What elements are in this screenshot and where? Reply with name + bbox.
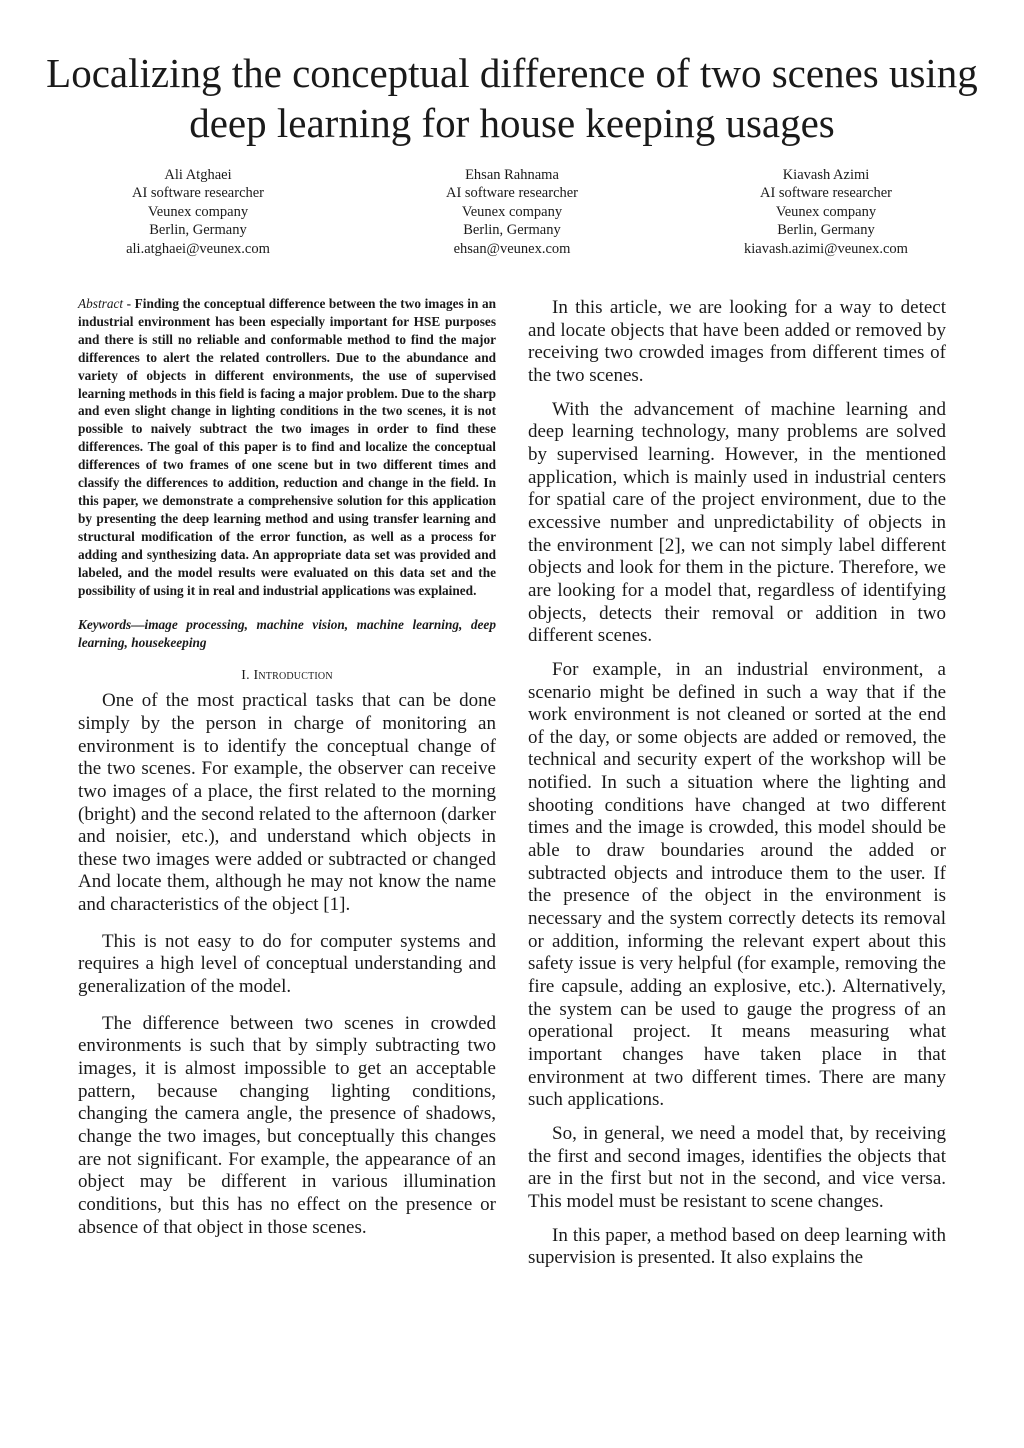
body-paragraph: The difference between two scenes in crowded environments is such that by simply subtracting two images, it is almost impossible to get an acceptable pattern, because changing lighting conditions, changing the camera angle, the presence of shadows, change the two images, but conceptually this changes are not significant. For example, the appearance of an object may be different in various illumination conditions, but this has no effect on the presence or absence of that object in those scenes. <box>78 1012 496 1238</box>
body-paragraph: For example, in an industrial environment, a scenario might be defined in such a way that if the work environment is not cleaned or sorted at the end of the day, or some objects are added or removed, the technical and security expert of the workshop will be notified. In such a situation where the lighting and shooting conditions have changed at two different times and the image is crowded, this model should be able to draw boundaries around the added or subtracted objects and introduce them to the user. If the presence of the object in the environment is necessary and the system correctly detects its removal or addition, informing the relevant expert about this safety issue is very helpful (for example, removing the fire capsule, adding an explosive, etc.). Alternatively, the system can be used to gauge the progress of an operational project. It means measuring what important changes have taken place in that environment at two different times. There are many such applications. <box>528 658 946 1111</box>
author-company: Veunex company <box>147 203 249 220</box>
abstract <box>78 295 496 599</box>
author-role: AI software researcher <box>131 185 265 202</box>
author-2 <box>362 166 662 258</box>
body-paragraph: One of the most practical tasks that can be done simply by the person in charge of monitoring an environment is to identify the conceptual change of the two scenes. For example, the observer can receive two images of a place, the first related to the morning (bright) and the second related to the afternoon (darker and noisier, etc.), and understand which objects in these two images were added or subtracted or changed And locate them, although he may not know the name and characteristics of the object [1]. <box>78 690 496 916</box>
abstract-label: Abstract <box>78 296 124 311</box>
author-email: kiavash.azimi@veunex.com <box>744 240 908 257</box>
keywords-text: —image processing, machine vision, machine learning, deep learning, housekeeping <box>78 617 496 651</box>
author-3 <box>676 166 976 258</box>
section-title-initial: I <box>253 668 259 684</box>
author-name: Kiavash Azimi <box>782 167 870 183</box>
section-title-rest: ntroduction <box>258 668 333 684</box>
left-column <box>78 295 496 1253</box>
keywords <box>78 616 496 652</box>
body-paragraph: In this article, we are looking for a way to detect and locate objects that have been added or removed by receiving two crowded images from different times of the two scenes. <box>528 297 946 386</box>
body-paragraph: So, in general, we need a model that, by receiving the first and second images, identifies the objects that are in the first but not in the second, and vice versa. This model must be resistant to scene changes. <box>528 1122 946 1212</box>
author-location: Berlin, Germany <box>463 222 561 239</box>
body-paragraph: This is not easy to do for computer systems and requires a high level of conceptual understanding and generalization of the model. <box>78 930 496 998</box>
author-role: AI software researcher <box>445 185 579 202</box>
keywords-label: Keywords <box>78 617 132 633</box>
author-block <box>48 166 976 258</box>
author-company: Veunex company <box>775 203 877 220</box>
author-email: ali.atghaei@veunex.com <box>126 240 270 257</box>
section-heading-introduction <box>78 668 496 684</box>
section-number: I. <box>241 668 250 684</box>
body-paragraph: With the advancement of machine learning and deep learning technology, many problems are solved by supervised learning. However, in the mentioned application, which is mainly used in industrial centers for spatial care of the project environment, due to the excessive number and unpredictability of objects in the environment [2], we can not simply label different objects and look for them in the picture. Therefore, we are looking for a model that, regardless of identifying objects, detects their removal or addition in two different scenes. <box>528 398 946 647</box>
author-name: Ali Atghaei <box>164 167 232 183</box>
paper-title: Localizing the conceptual difference of two scenes using deep learning for house keeping usages <box>46 50 978 146</box>
author-location: Berlin, Germany <box>777 222 875 239</box>
author-name: Ehsan Rahnama <box>465 167 559 183</box>
author-email: ehsan@veunex.com <box>453 240 571 257</box>
body-paragraph: In this paper, a method based on deep learning with supervision is presented. It also explains the <box>528 1224 946 1269</box>
abstract-text: - Finding the conceptual difference between the two images in an industrial environment has been especially important for HSE purposes and there is still no reliable and conformable method to find the major differences to alert the related controllers. Due to the abundance and variety of objects in different environments, the use of supervised learning methods in this field is facing a major problem. Due to the sharp and even slight change in lighting conditions in the two scenes, it is not possible to naively subtract the two images in order to find these differences. The goal of this paper is to find and localize the conceptual differences of two frames of one scene but in two different times and classify the differences to addition, reduction and change in the field. In this paper, we demonstrate a comprehensive solution for this application by presenting the deep learning method and using transfer learning and structural modification of the error function, as well as a process for adding and synthesizing data. An appropriate data set was provided and labeled, and the model results were evaluated on this data set and the possibility of using it in real and industrial applications was explained. <box>78 296 496 598</box>
author-company: Veunex company <box>461 203 563 220</box>
right-column <box>528 297 946 1281</box>
author-role: AI software researcher <box>759 185 893 202</box>
author-1 <box>48 166 348 258</box>
author-location: Berlin, Germany <box>149 222 247 239</box>
